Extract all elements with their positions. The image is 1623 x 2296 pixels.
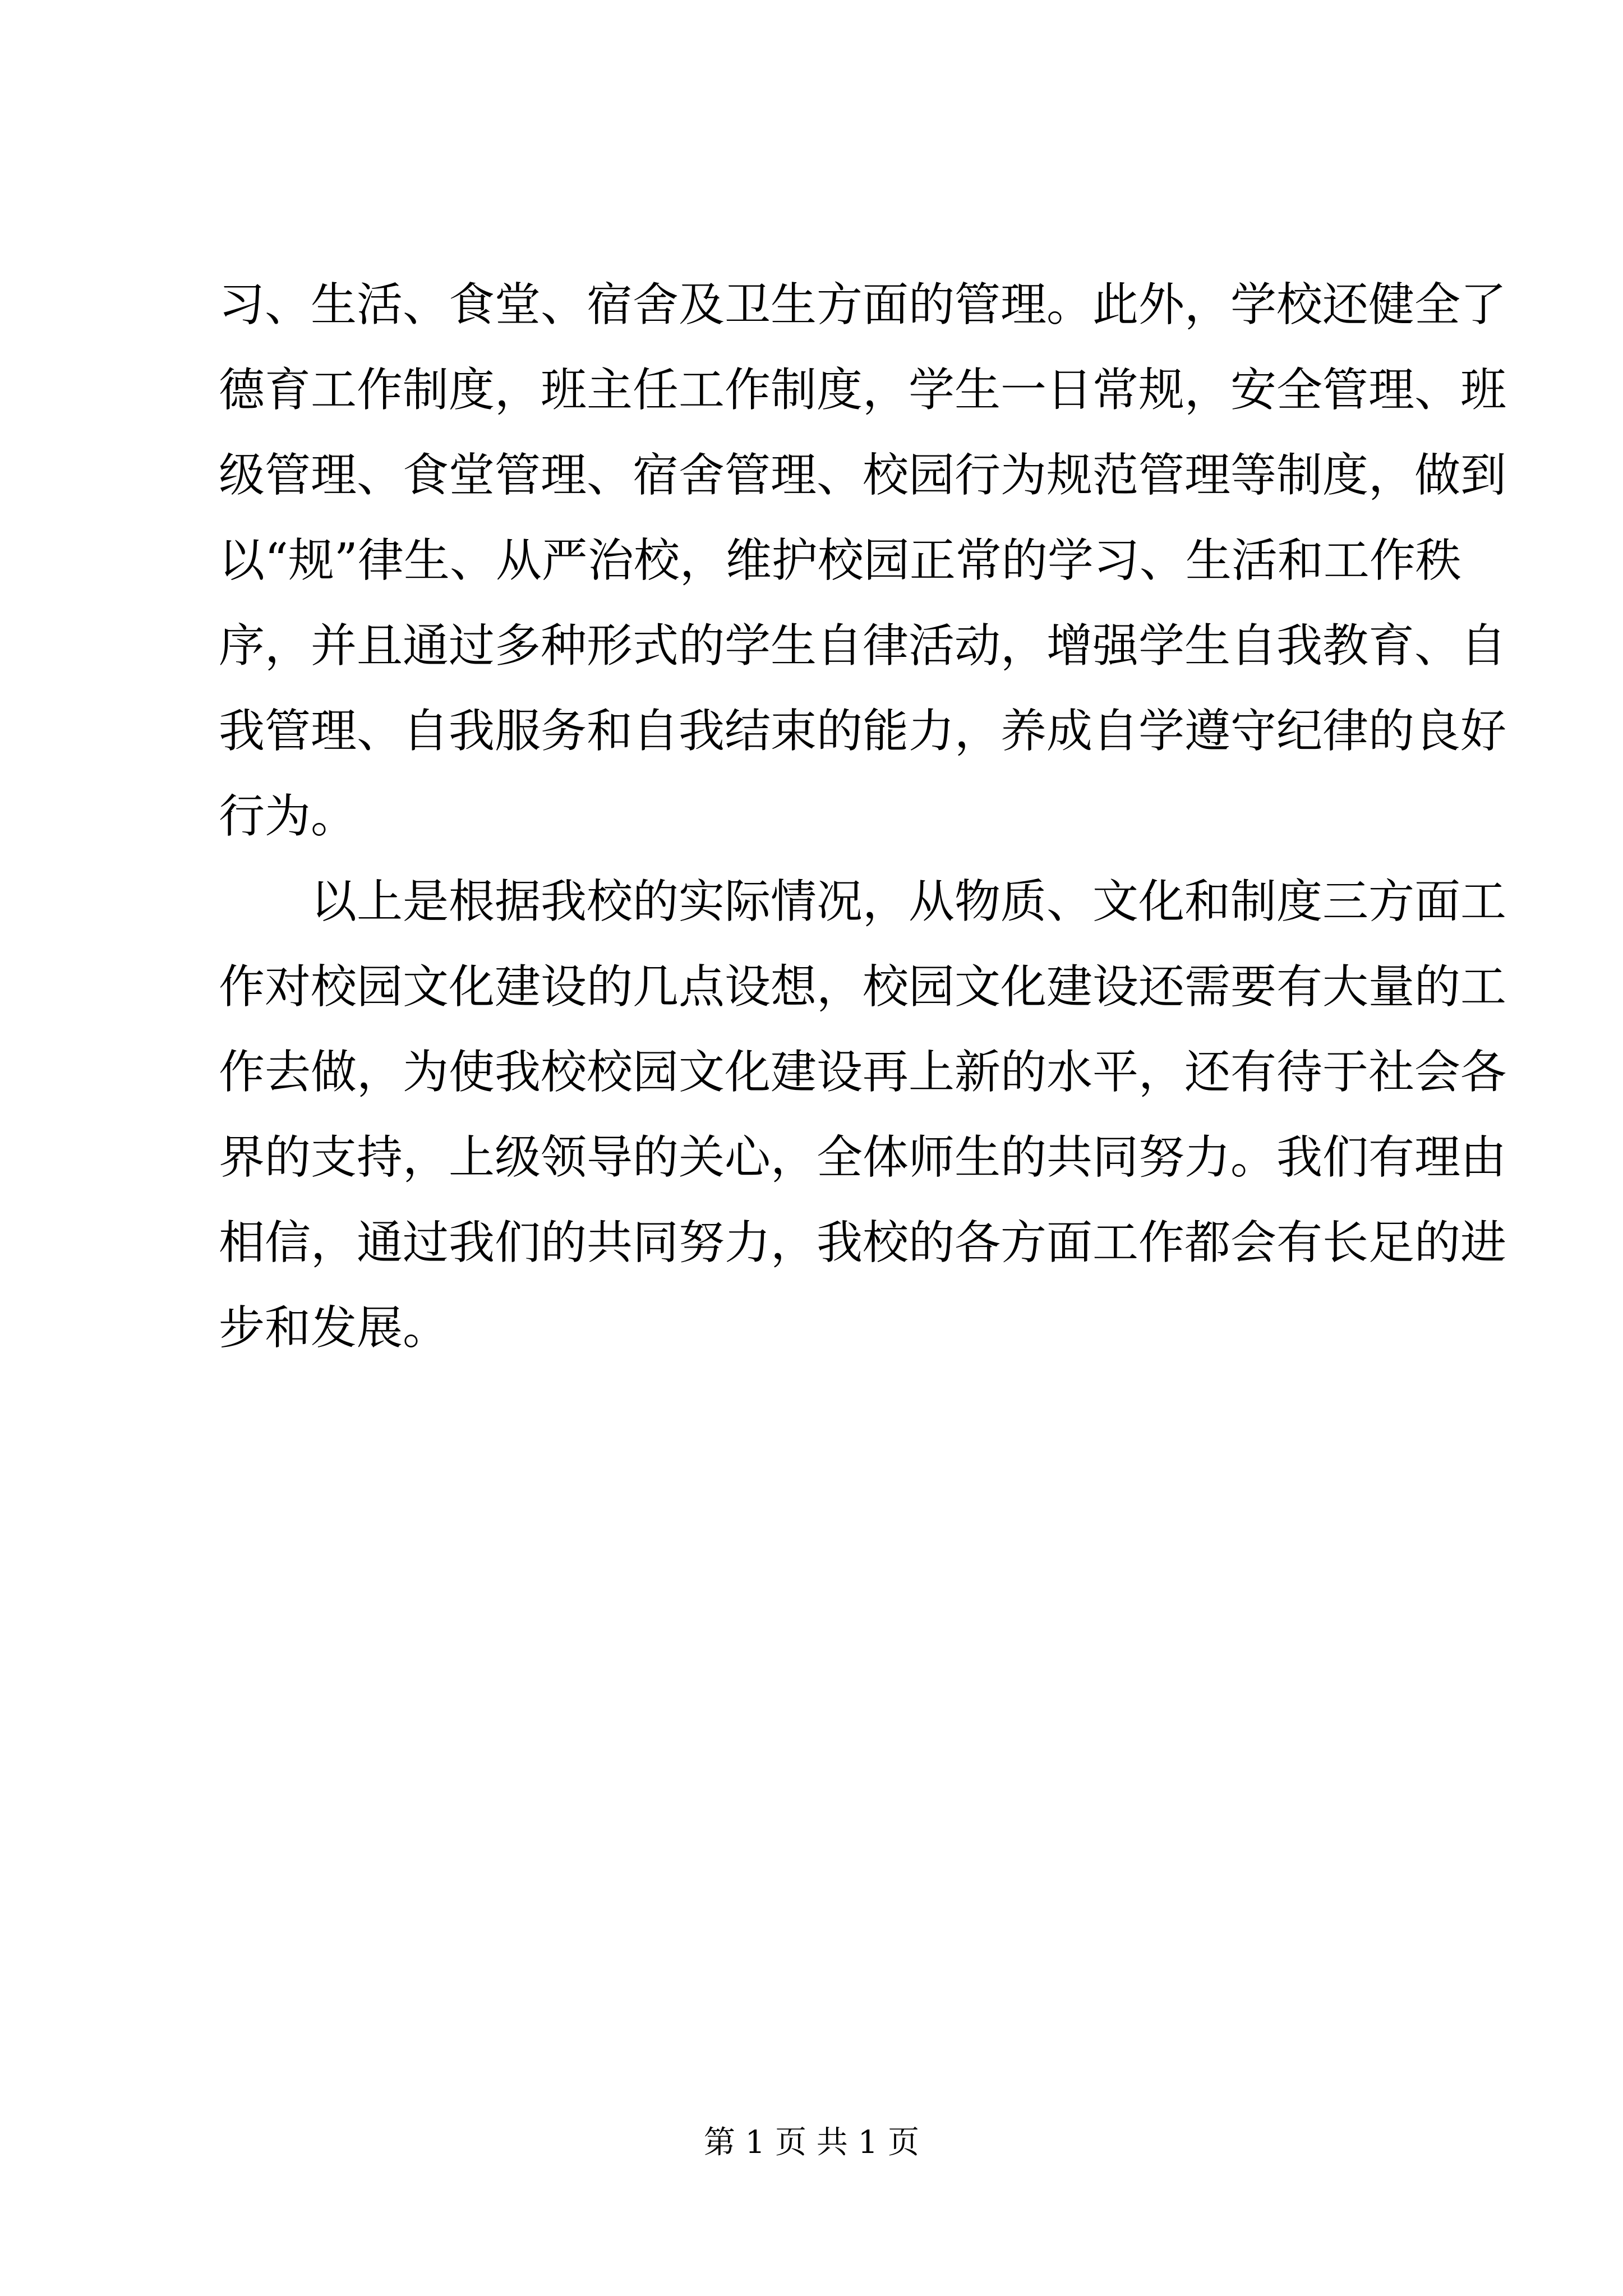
text-line: 习、生活、食堂、宿舍及卫生方面的管理。此外，学校还健全了: [219, 278, 1507, 332]
text-line: 德育工作制度，班主任工作制度，学生一日常规，安全管理、班: [219, 364, 1507, 417]
text-line: 以上是根据我校的实际情况，从物质、文化和制度三方面工: [311, 875, 1507, 928]
text-line: 步和发展。: [219, 1301, 449, 1355]
page-number-footer: 第 1 页 共 1 页: [703, 2124, 920, 2161]
text-line: 作对校园文化建设的几点设想，校园文化建设还需要有大量的工: [219, 960, 1507, 1014]
paragraph-2: [219, 859, 1507, 1371]
document-body: [219, 263, 1507, 1371]
text-line: 作去做，为使我校校园文化建设再上新的水平，还有待于社会各: [219, 1046, 1507, 1099]
text-line: 以“规”律生、从严治校，维护校园正常的学习、生活和工作秩: [219, 534, 1461, 587]
paragraph-1: [219, 263, 1507, 859]
text-line: 我管理、自我服务和自我结束的能力，养成自学遵守纪律的良好: [219, 705, 1507, 758]
text-line: 行为。: [219, 790, 357, 843]
text-line: 相信，通过我们的共同努力，我校的各方面工作都会有长足的进: [219, 1216, 1507, 1269]
text-line: 级管理、食堂管理、宿舍管理、校园行为规范管理等制度，做到: [219, 449, 1507, 502]
text-line: 序，并且通过多种形式的学生自律活动，增强学生自我教育、自: [219, 619, 1507, 673]
text-line: 界的支持，上级领导的关心，全体师生的共同努力。我们有理由: [219, 1131, 1507, 1184]
